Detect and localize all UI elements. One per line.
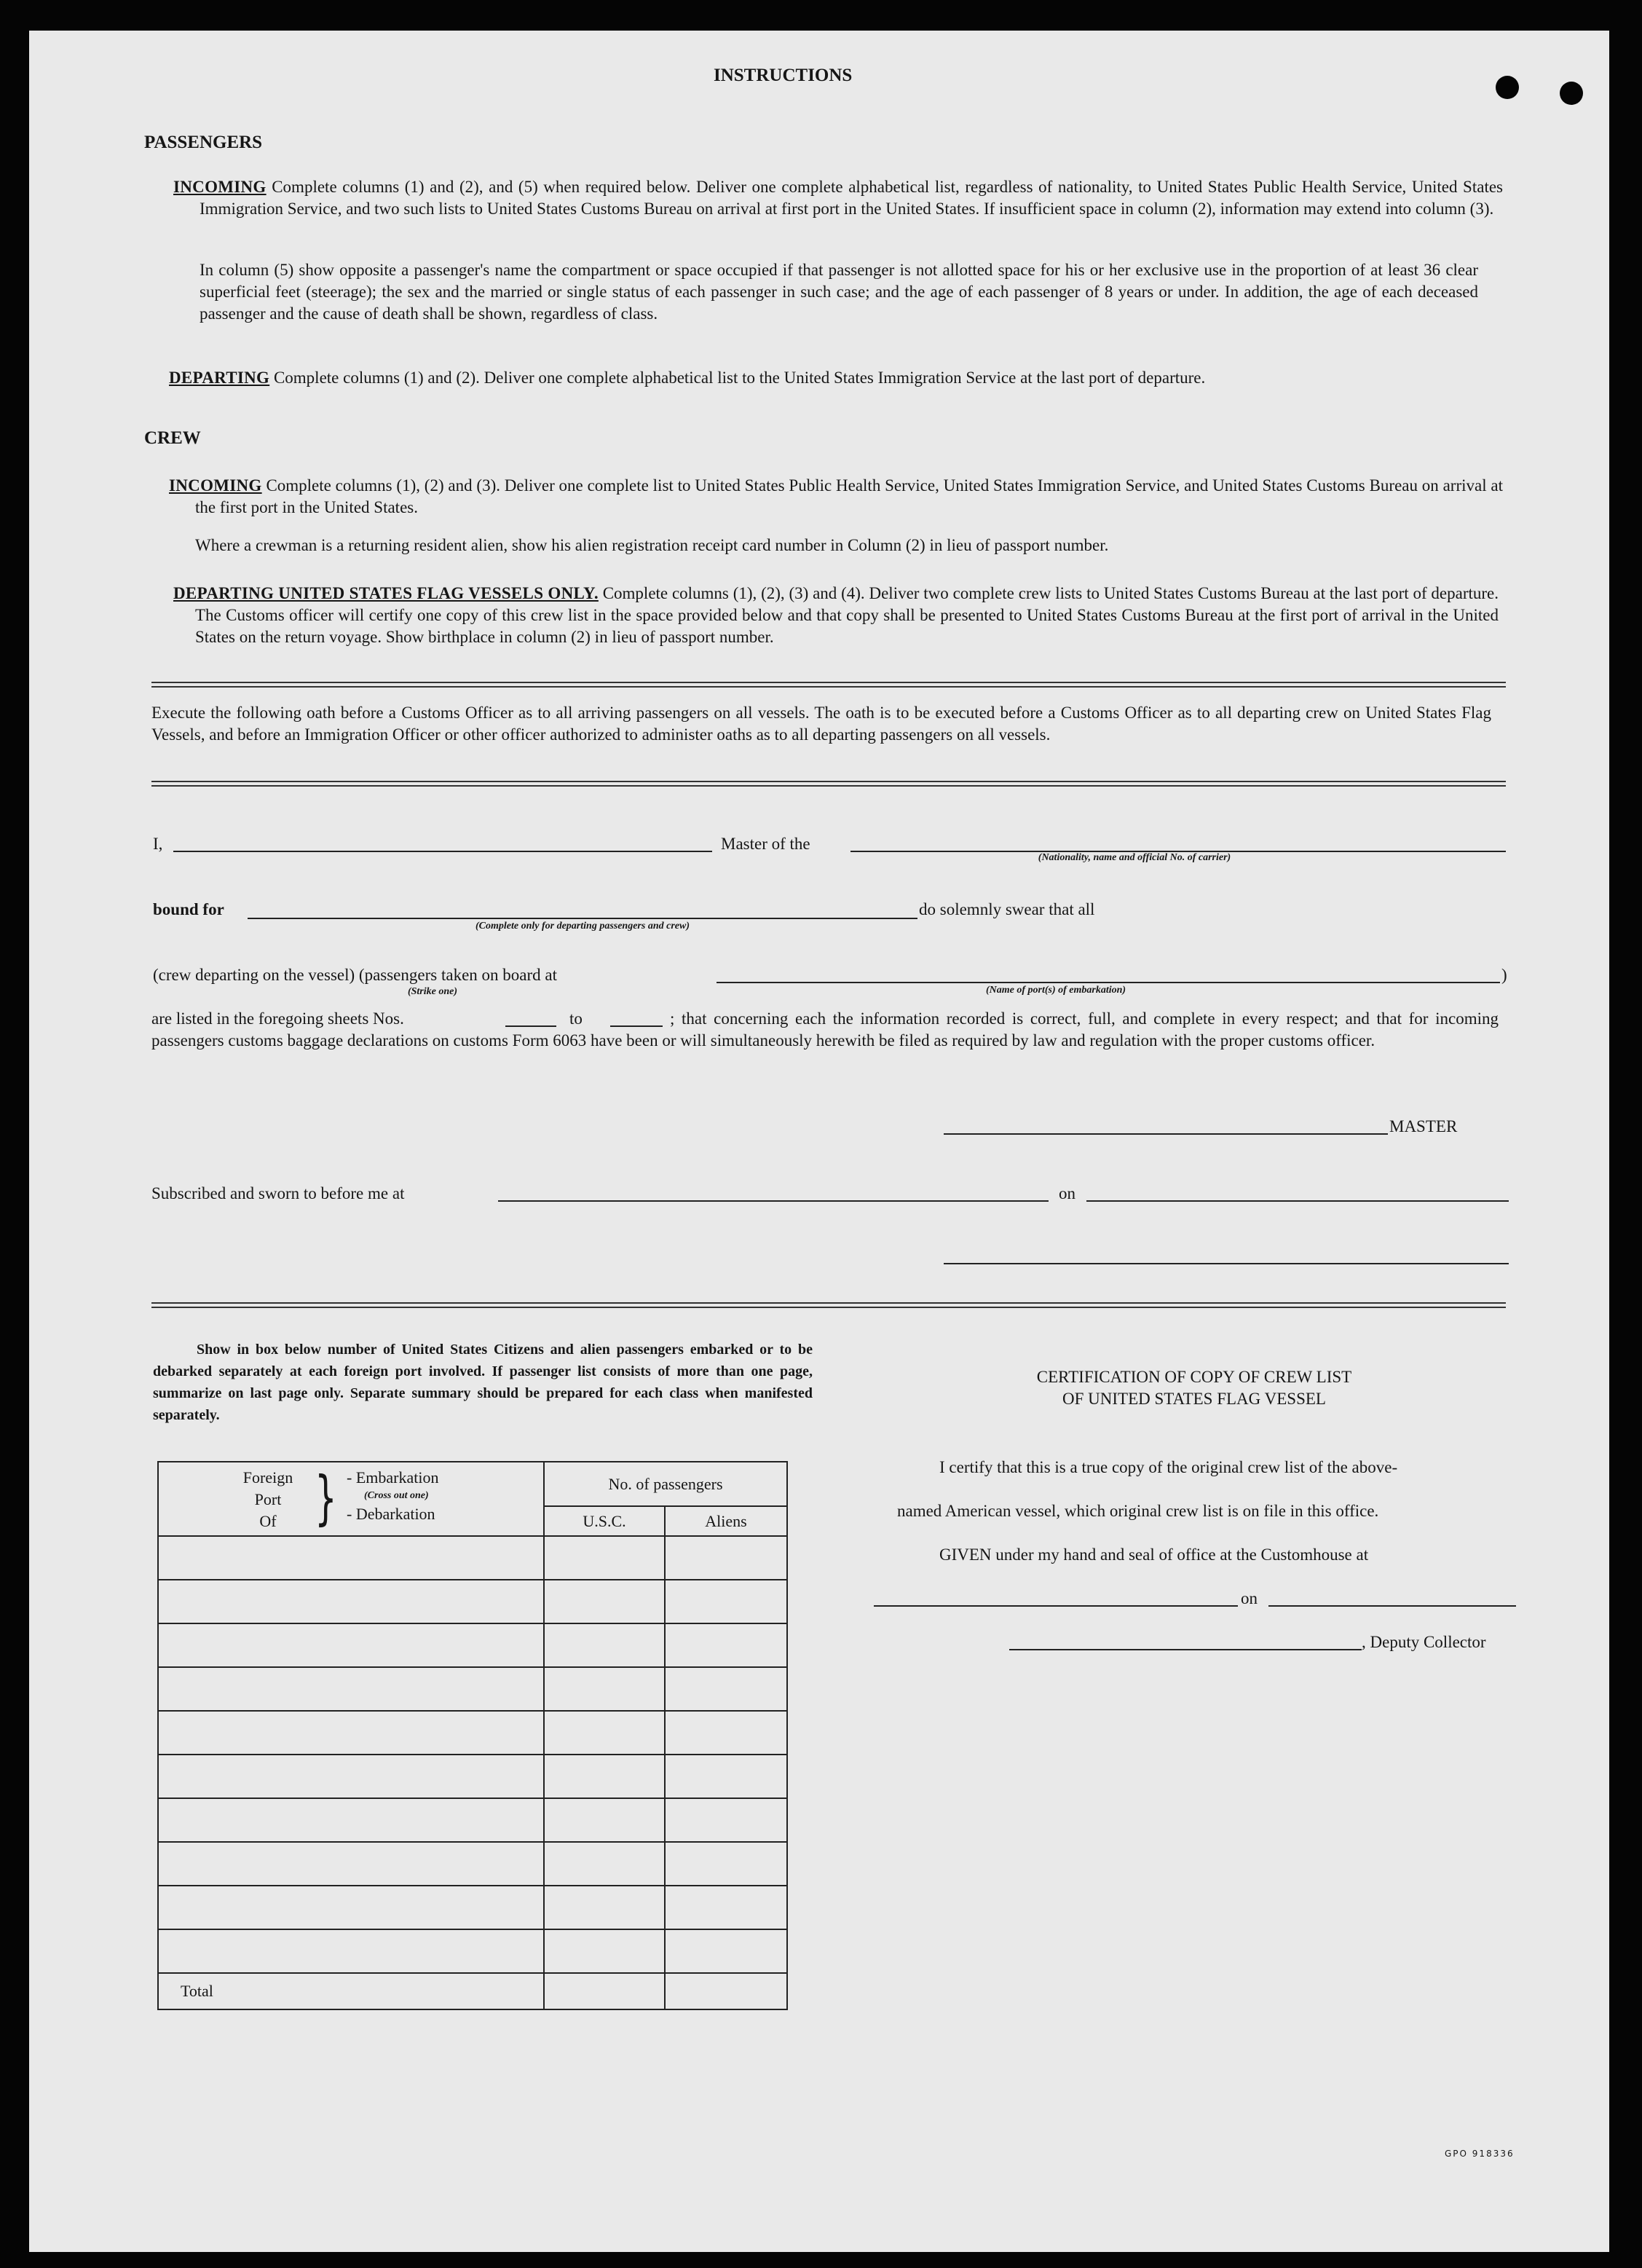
swear-label: do solemnly swear that all [919, 900, 1095, 918]
certify-line1: I certify that this is a true copy of the original crew list of the above- [939, 1458, 1398, 1476]
certification-title-line1: CERTIFICATION OF COPY OF CREW LIST [1036, 1368, 1352, 1386]
sheets-to-label: to [569, 1009, 583, 1028]
aliens-cell[interactable] [665, 1536, 787, 1580]
port-cell[interactable] [158, 1623, 544, 1667]
summary-instructions-text: Show in box below number of United States Citizens and alien passengers embarked or to be debarked separately at each foreign port involved. If passenger list consists of more than one page, summarize on last page only. Separate summary should be prepared for each class when manifested separately. [153, 1342, 813, 1423]
crew-incoming-text: Complete columns (1), (2) and (3). Deliver one complete list to United States Public Health Service, United States Immigration Service, and United States Customs Bureau on arrival at the first port in the United States. [195, 476, 1504, 516]
master-label: MASTER [1389, 1117, 1458, 1135]
no-passengers-header: No. of passengers [544, 1462, 787, 1506]
aliens-cell[interactable] [665, 1798, 787, 1842]
usc-cell[interactable] [544, 1755, 665, 1798]
ports-hint: (Name of port(s) of embarkation) [985, 985, 1126, 996]
passengers-departing-text: Complete columns (1) and (2). Deliver one complete alphabetical list to the United States Immigration Service at the last port of departure. [273, 369, 1206, 387]
crew-departing-text: Complete columns (1), (2), (3) and (4). Deliver two complete crew lists to United States Customs Bureau at the last port of departure. The Customs officer will certify one copy of this crew list in the space provided below and that copy shall be presented to United States Customs Bureau at the first port of arrival in the United States on the return voyage. Show birthplace in column (2) in lieu of passport number. [195, 584, 1499, 646]
aliens-cell[interactable] [665, 1667, 787, 1711]
footer-code: GPO 918336 [1445, 2149, 1515, 2159]
sworn-place-field[interactable] [498, 1200, 1049, 1202]
customhouse-field[interactable] [874, 1605, 1238, 1607]
total-text: Total [181, 1982, 213, 2000]
port-cell[interactable] [158, 1798, 544, 1842]
section-divider [151, 682, 1506, 688]
crew-incoming-paragraph [169, 475, 1503, 519]
master-of-the-label: Master of the [721, 835, 810, 853]
close-paren: ) [1501, 966, 1507, 984]
section-divider [151, 1302, 1506, 1308]
aliens-cell[interactable] [665, 1886, 787, 1929]
crew-heading: CREW [144, 428, 201, 448]
oath-statement-text: ; that concerning each the information recorded is correct, full, and complete in every respect; and that for incoming passengers customs baggage declarations on customs Form 6063 have been or will simultaneously herewith be filed as required by law and regulation with the proper customs officer. [151, 1009, 1499, 1050]
port-cell[interactable] [158, 1842, 544, 1886]
form-page [29, 31, 1609, 2252]
carrier-hint: (Nationality, name and official No. of carrier) [1038, 852, 1231, 863]
port-cell[interactable] [158, 1886, 544, 1929]
usc-cell[interactable] [544, 1536, 665, 1580]
sworn-on-label: on [1059, 1184, 1075, 1202]
port-cell[interactable] [158, 1667, 544, 1711]
usc-cell[interactable] [544, 1580, 665, 1623]
foreign-label: Foreign [242, 1468, 293, 1487]
usc-header: U.S.C. [544, 1506, 665, 1536]
aliens-cell[interactable] [665, 1929, 787, 1973]
port-cell[interactable] [158, 1755, 544, 1798]
subscribed-label: Subscribed and sworn to before me at [151, 1184, 405, 1202]
bound-for-hint: (Complete only for departing passengers and crew) [475, 921, 690, 932]
summary-instructions [153, 1339, 813, 1426]
port-label: Port [254, 1490, 282, 1508]
given-line: GIVEN under my hand and seal of office at the Customhouse at [939, 1546, 1369, 1564]
master-signature-field[interactable] [944, 1133, 1388, 1135]
of-label: Of [259, 1512, 277, 1530]
port-cell[interactable] [158, 1929, 544, 1973]
passengers-incoming-label: INCOMING [173, 178, 267, 196]
certify-line2: named American vessel, which original crew list is on file in this office. [897, 1502, 1379, 1520]
usc-cell[interactable] [544, 1667, 665, 1711]
usc-cell[interactable] [544, 1929, 665, 1973]
oath-statement [151, 1008, 1499, 1052]
passengers-departing-paragraph [169, 367, 1503, 389]
bound-for-label: bound for [153, 900, 224, 918]
total-label [158, 1973, 544, 2009]
aliens-cell[interactable] [665, 1580, 787, 1623]
passengers-departing-label: DEPARTING [169, 369, 270, 387]
passengers-heading: PASSENGERS [144, 133, 263, 152]
passengers-incoming-paragraph [173, 176, 1503, 220]
oath-instructions: Execute the following oath before a Customs Officer as to all arriving passengers on all vessels. The oath is to be executed before a Customs Officer as to all departing crew on United States Flag Vessels, and before an Immigration Officer or other officer authorized to administer oaths as to all departing passengers on all vessels. [151, 704, 1491, 744]
embarkation-ports-field[interactable] [717, 982, 1500, 983]
passengers-incoming-text: Complete columns (1) and (2), and (5) when required below. Deliver one complete alphabetical list, regardless of nationality, to United States Public Health Service, United States Immigration Service, and two such lists to United States Customs Bureau on arrival at first port in the United States. If insufficient space in column (2), information may extend into column (3). [200, 178, 1503, 218]
total-usc-cell[interactable] [544, 1973, 665, 2009]
aliens-cell[interactable] [665, 1711, 787, 1755]
officer-signature-field[interactable] [944, 1263, 1509, 1264]
deputy-collector-label: , Deputy Collector [1362, 1633, 1486, 1651]
sheets-label: are listed in the foregoing sheets Nos. [151, 1009, 404, 1028]
total-aliens-cell[interactable] [665, 1973, 787, 2009]
passengers-incoming-compartment-paragraph: In column (5) show opposite a passenger's name the compartment or space occupied if that passenger is not allotted space for his or her exclusive use in the proportion of at least 36 clear superficial feet (steerage); the sex and the married or single status of each passenger in such case; and the age of each passenger of 8 years or under. In addition, the age of each deceased passenger and the cause of death shall be shown, regardless of class. [200, 261, 1478, 323]
punch-hole-icon [1496, 76, 1519, 99]
aliens-cell[interactable] [665, 1755, 787, 1798]
aliens-header: Aliens [665, 1506, 787, 1536]
bound-for-field[interactable] [248, 918, 917, 919]
section-divider [151, 781, 1506, 787]
brace-icon: } [315, 1464, 337, 1532]
usc-cell[interactable] [544, 1623, 665, 1667]
usc-cell[interactable] [544, 1886, 665, 1929]
certification-date-field[interactable] [1268, 1605, 1516, 1607]
master-name-field[interactable] [173, 851, 712, 852]
certification-title-line2: OF UNITED STATES FLAG VESSEL [1062, 1390, 1326, 1408]
page-title: INSTRUCTIONS [714, 66, 853, 85]
deputy-collector-signature-field[interactable] [1009, 1649, 1362, 1650]
sworn-date-field[interactable] [1086, 1200, 1509, 1202]
certification-on-label: on [1241, 1589, 1258, 1607]
crew-departing-label: DEPARTING UNITED STATES FLAG VESSELS ONLY. [173, 584, 599, 602]
embarkation-label[interactable]: - Embarkation [347, 1468, 439, 1487]
aliens-cell[interactable] [665, 1623, 787, 1667]
crew-incoming-label: INCOMING [169, 476, 262, 495]
crew-departing-label: (crew departing on the vessel) (passengers taken on board at [153, 966, 557, 984]
strike-one-hint: (Strike one) [407, 986, 458, 997]
port-cell[interactable] [158, 1711, 544, 1755]
port-cell[interactable] [158, 1580, 544, 1623]
port-header-cell [158, 1462, 544, 1536]
usc-cell[interactable] [544, 1711, 665, 1755]
punch-hole-icon [1560, 82, 1583, 105]
aliens-cell[interactable] [665, 1842, 787, 1886]
crew-departing-paragraph [173, 583, 1499, 648]
usc-cell[interactable] [544, 1798, 665, 1842]
port-cell[interactable] [158, 1536, 544, 1580]
usc-cell[interactable] [544, 1842, 665, 1886]
crew-incoming-alien-paragraph: Where a crewman is a returning resident alien, show his alien registration receipt card number in Column (2) in lieu of passport number. [195, 536, 1109, 554]
debarkation-label[interactable]: - Debarkation [347, 1505, 435, 1523]
oath-i-label: I, [153, 835, 163, 853]
cross-out-hint: (Cross out one) [364, 1490, 429, 1501]
passenger-summary-table [157, 1461, 788, 2010]
